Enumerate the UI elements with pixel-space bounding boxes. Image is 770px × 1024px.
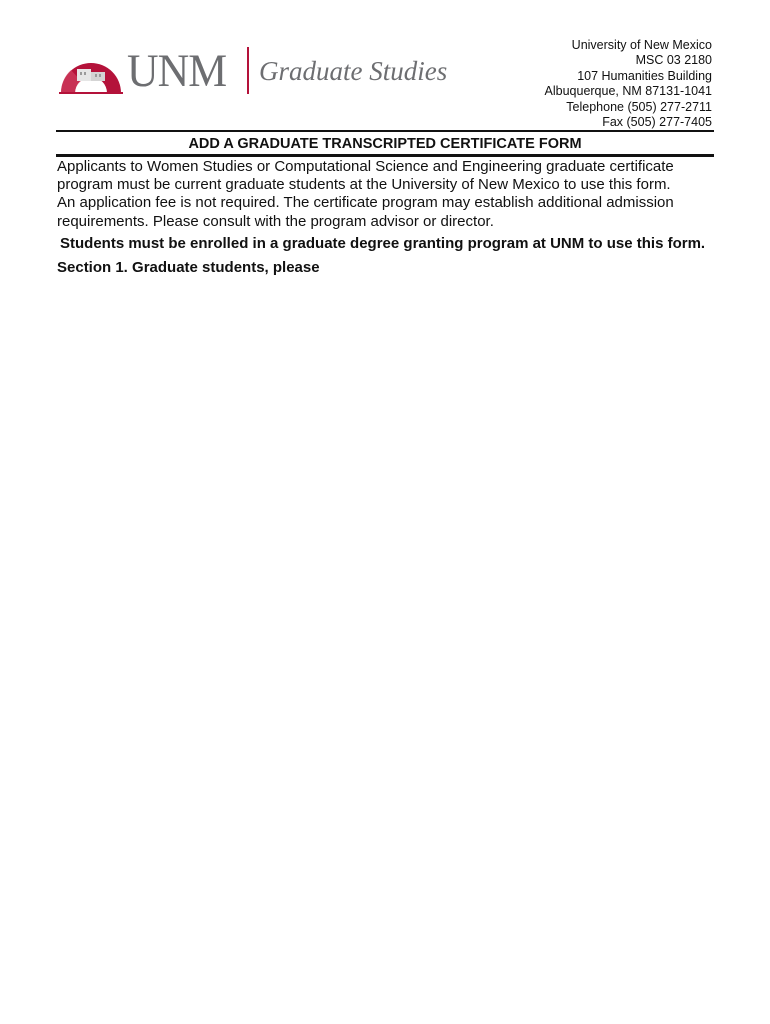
intro-line: requirements. Please consult with the program advisor or director. [57, 212, 494, 230]
address-line: 107 Humanities Building [577, 68, 712, 83]
title-rule-bottom [56, 154, 714, 157]
enrollment-notice: Students must be enrolled in a graduate degree granting program at UNM to use this form. [60, 235, 706, 252]
section-1-heading: Section 1. Graduate students, please [57, 259, 320, 276]
title-rule-top [56, 130, 714, 132]
form-title: ADD A GRADUATE TRANSCRIPTED CERTIFICATE FORM [188, 136, 582, 152]
logo-department: Graduate Studies [259, 56, 448, 86]
intro-line: program must be current graduate students at the University of New Mexico to use this form. [57, 176, 671, 194]
logo-divider [247, 47, 249, 94]
address-line: Fax (505) 277-7405 [602, 115, 712, 130]
address-block [545, 38, 712, 130]
logo-wordmark: UNM [127, 45, 227, 97]
unm-graduate-studies-logo [57, 44, 457, 100]
intro-line: An application fee is not required. The certificate program may establish additional admission [57, 194, 674, 212]
intro-line: Applicants to Women Studies or Computational Science and Engineering graduate certificate [57, 158, 674, 175]
unm-emblem-icon [57, 47, 125, 95]
address-line: MSC 03 2180 [635, 53, 712, 68]
address-line: University of New Mexico [571, 38, 712, 52]
address-line: Albuquerque, NM 87131-1041 [544, 84, 712, 99]
address-line: Telephone (505) 277-2711 [566, 99, 712, 114]
intro-paragraph [57, 158, 717, 231]
